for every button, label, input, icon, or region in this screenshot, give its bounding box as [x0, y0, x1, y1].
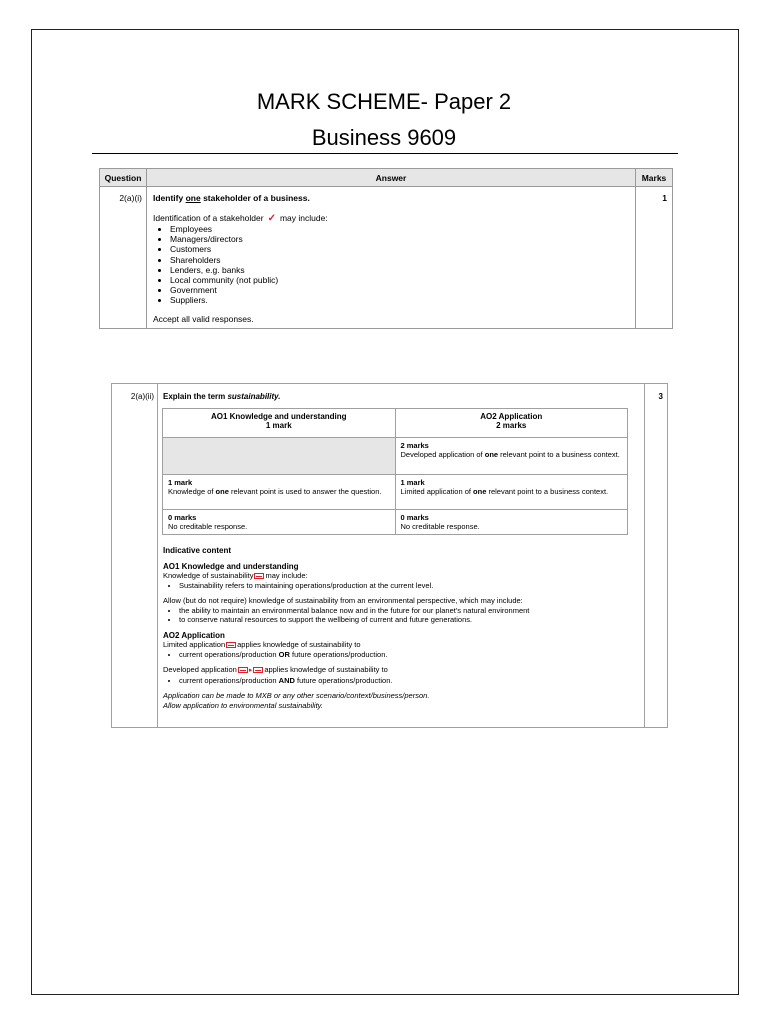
list-item: • Lenders, e.g. banks	[170, 265, 629, 275]
ao2-header: AO2 Application 2 marks	[395, 409, 628, 438]
marks-value: 3	[658, 392, 663, 401]
accept-note: Accept all valid responses.	[153, 313, 254, 324]
annotation-icon	[226, 642, 236, 648]
list-item: • Suppliers.	[170, 295, 629, 305]
marks-value: 1	[636, 187, 673, 329]
page-title: MARK SCHEME- Paper 2	[256, 89, 512, 114]
ao1-intro: Knowledge of sustainability may include:	[163, 571, 308, 580]
page-subtitle: Business 9609	[311, 125, 457, 150]
indicative-content	[163, 546, 623, 710]
list-item: • Local community (not public)	[170, 275, 629, 285]
empty-cell	[163, 438, 396, 475]
stakeholder-list	[153, 224, 629, 306]
header-answer: Answer	[147, 169, 636, 187]
annotation-icon	[253, 667, 263, 673]
annotation-icon	[254, 573, 264, 579]
ao1-header: AO1 Knowledge and understanding 1 mark	[163, 409, 396, 438]
list-item: • Government	[170, 285, 629, 295]
ao1-heading: AO1 Knowledge and understanding	[163, 561, 299, 571]
table-row	[163, 475, 628, 510]
list-item: • Customers	[170, 244, 629, 254]
grid-cell: 0 marks No creditable response.	[395, 510, 628, 535]
grid-cell: 2 marks Developed application of one relevant point to a business context.	[395, 438, 628, 475]
grid-cell: 1 mark Limited application of one relevant point to a business context.	[395, 475, 628, 510]
title-divider	[92, 153, 678, 154]
answer-heading: Explain the term sustainability.	[163, 392, 281, 401]
list-item: • Managers/directors	[170, 234, 629, 244]
tick-icon: ✓	[267, 213, 276, 224]
list-item: • current operations/production AND future operations/production.	[179, 676, 623, 686]
levels-grid	[162, 408, 628, 535]
list-item: • the ability to maintain an environmental balance now and in the future for our planet's natural environment	[179, 606, 623, 616]
arrow-icon: ▸	[248, 667, 253, 674]
question-number: 2(a)(i)	[100, 187, 147, 329]
answer-intro: Identification of a stakeholder ✓ may include:	[153, 213, 328, 224]
developed-application: Developed application ▸ applies knowledge of sustainability to	[163, 665, 388, 674]
grid-cell: 1 mark Knowledge of one relevant point is used to answer the question.	[163, 475, 396, 510]
note: Application can be made to MXB or any other scenario/context/business/person.	[163, 691, 430, 700]
table-row	[163, 510, 628, 535]
header-question: Question	[100, 169, 147, 187]
table-row	[163, 438, 628, 475]
allow-text: Allow (but do not require) knowledge of sustainability from an environmental perspective, which may include:	[163, 596, 523, 605]
annotation-icon	[238, 667, 248, 673]
answer-cell	[147, 187, 636, 329]
header-marks: Marks	[636, 169, 673, 187]
list-item: • Sustainability refers to maintaining operations/production at the current level.	[179, 581, 623, 591]
question-number: 2(a)(ii)	[130, 392, 154, 401]
list-item: • to conserve natural resources to support the wellbeing of current and future generations.	[179, 615, 623, 625]
grid-cell: 0 marks No creditable response.	[163, 510, 396, 535]
mark-scheme-table-2	[111, 383, 668, 728]
list-item: • Employees	[170, 224, 629, 234]
limited-application: Limited application applies knowledge of sustainability to	[163, 640, 361, 649]
list-item: • current operations/production OR future operations/production.	[179, 650, 623, 660]
note: Allow application to environmental sustainability.	[163, 700, 323, 710]
indicative-heading: Indicative content	[163, 546, 232, 555]
ao2-heading: AO2 Application	[163, 630, 225, 640]
mark-scheme-table-1	[99, 168, 673, 329]
answer-heading: Identify one stakeholder of a business.	[153, 193, 310, 203]
list-item: • Shareholders	[170, 255, 629, 265]
table-row	[100, 187, 673, 329]
